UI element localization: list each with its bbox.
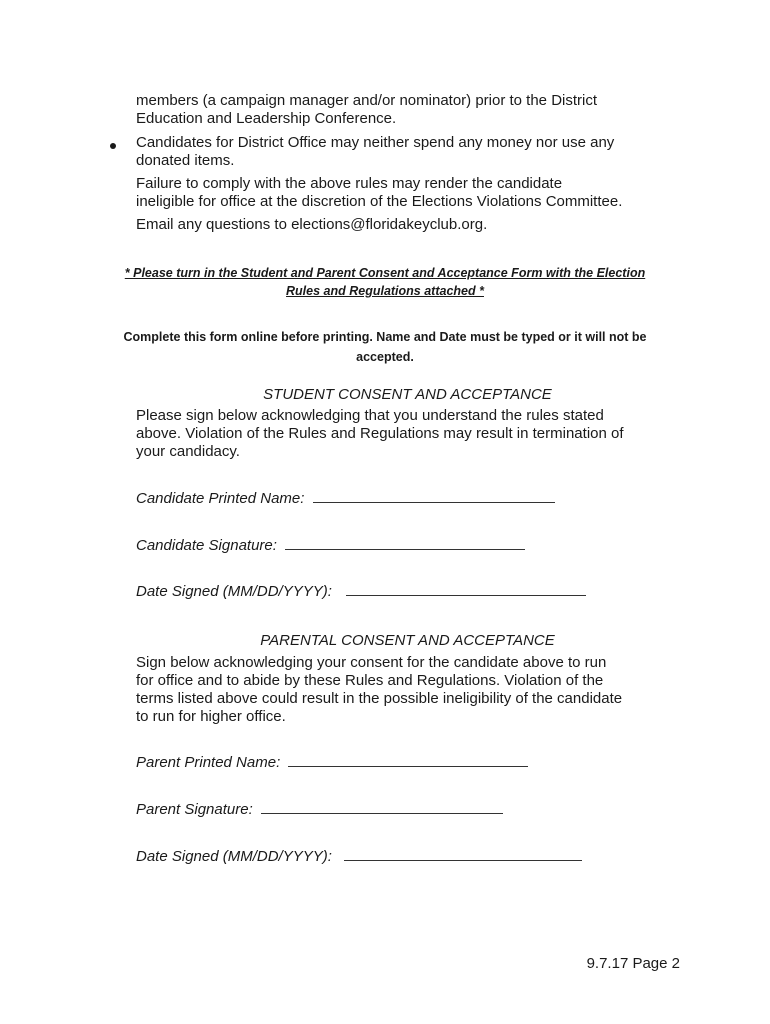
student-section-heading: STUDENT CONSENT AND ACCEPTANCE: [263, 386, 552, 403]
parent-printed-name-input[interactable]: [288, 754, 528, 767]
text-line: terms listed above could result in the possible ineligibility of the candidate: [136, 690, 623, 707]
text-line: Education and Leadership Conference.: [136, 110, 397, 127]
parent-date-input[interactable]: [344, 848, 582, 861]
text-line: for office and to abide by these Rules and Regulations. Violation of the: [136, 672, 604, 689]
student-body: [136, 407, 624, 461]
candidate-signature-field: [136, 537, 525, 554]
parent-date-label: Date Signed (MM/DD/YYYY):: [136, 848, 332, 865]
text-line: Please sign below acknowledging that you understand the rules stated: [136, 407, 604, 424]
completion-instructions: [95, 327, 675, 367]
parent-printed-name-field: [136, 754, 528, 771]
candidate-signature-input[interactable]: [285, 537, 525, 550]
text-line: donated items.: [136, 152, 235, 169]
parent-date-field: [136, 848, 582, 865]
text-line: ineligible for office at the discretion of the Elections Violations Committee.: [136, 193, 623, 210]
parent-signature-label: Parent Signature:: [136, 801, 253, 818]
text-line: Failure to comply with the above rules may render the candidate: [136, 175, 563, 192]
bullet-item: [136, 134, 614, 170]
candidate-printed-name-field: [136, 490, 555, 507]
candidate-signature-label: Candidate Signature:: [136, 537, 277, 554]
text-line: above. Violation of the Rules and Regulations may result in termination of: [136, 425, 624, 442]
text-line: Sign below acknowledging your consent for the candidate above to run: [136, 654, 607, 671]
parent-printed-name-label: Parent Printed Name:: [136, 754, 281, 771]
instruction-line: accepted.: [356, 350, 414, 364]
text-line: members (a campaign manager and/or nominator) prior to the District: [136, 92, 598, 109]
parent-signature-input[interactable]: [261, 801, 503, 814]
student-date-field: [136, 583, 586, 600]
submission-notice: [100, 264, 670, 300]
text-line: your candidacy.: [136, 443, 240, 460]
text-line: to run for higher office.: [136, 708, 286, 725]
page-footer: 9.7.17 Page 2: [586, 955, 680, 972]
continuation-paragraph: [136, 92, 597, 128]
notice-line: Rules and Regulations attached *: [286, 284, 484, 298]
student-date-label: Date Signed (MM/DD/YYYY):: [136, 583, 332, 600]
email-line: Email any questions to elections@floridakeyclub.org.: [136, 216, 488, 233]
notice-line: * Please turn in the Student and Parent Consent and Acceptance Form with the Election: [124, 266, 646, 280]
instruction-line: Complete this form online before printing. Name and Date must be typed or it will not be: [123, 330, 647, 344]
failure-paragraph: [136, 175, 622, 211]
parent-body: [136, 654, 622, 726]
candidate-printed-name-label: Candidate Printed Name:: [136, 490, 305, 507]
email-paragraph: [136, 216, 487, 234]
student-date-input[interactable]: [346, 583, 586, 596]
parent-section-heading: PARENTAL CONSENT AND ACCEPTANCE: [260, 632, 555, 649]
parent-signature-field: [136, 801, 503, 818]
candidate-printed-name-input[interactable]: [313, 490, 555, 503]
text-line: Candidates for District Office may neither spend any money nor use any: [136, 134, 615, 151]
bullet-icon: [110, 143, 116, 149]
